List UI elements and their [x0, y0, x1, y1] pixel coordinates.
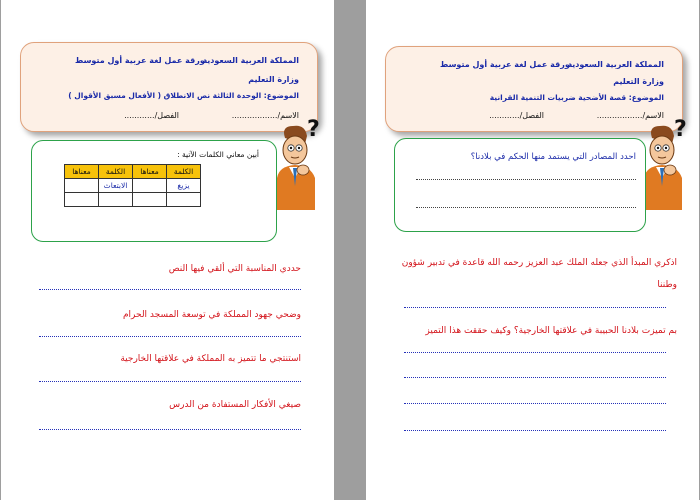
- class-field[interactable]: [124, 111, 179, 120]
- question-mark-icon: ?: [674, 118, 687, 142]
- vocab-answer-cell[interactable]: [65, 193, 99, 207]
- vocab-table: [64, 164, 201, 207]
- answer-line[interactable]: [39, 336, 301, 337]
- topic-label: الموضوع: الوحدة الثالثة نص الانطلاق ( الأفعال مسبق الأقوال ): [68, 91, 299, 100]
- answer-line[interactable]: [404, 307, 666, 308]
- class-dots: ............: [124, 111, 155, 120]
- worksheet-page-right: [366, 0, 699, 500]
- answer-line[interactable]: [416, 207, 636, 208]
- box-question: احدد المصادر التي يستمد منها الحكم في بلادنا؟: [470, 152, 636, 162]
- question-text: اذكري المبدأ الذي جعله الملك عبد العزيز رحمه الله قاعدة في تدبير شؤون: [401, 258, 677, 268]
- ministry-label: وزارة التعليم: [613, 77, 664, 86]
- vocab-prompt: أبين معاني الكلمات الآتية :: [177, 150, 259, 159]
- vocab-answer-cell[interactable]: [133, 179, 167, 193]
- vocab-answer-cell[interactable]: [133, 193, 167, 207]
- question-mark-icon: ?: [307, 118, 320, 142]
- answer-line[interactable]: [404, 377, 666, 378]
- vocab-header-row: [65, 165, 201, 179]
- vocab-header: الكلمة: [167, 165, 201, 179]
- answer-line[interactable]: [404, 403, 666, 404]
- question-text: وضحي جهود المملكة في توسعة المسجد الحرام: [122, 310, 301, 320]
- vocab-header: الكلمة: [99, 165, 133, 179]
- vocab-row: [65, 179, 201, 193]
- page-gutter: [345, 0, 355, 500]
- question-text: استنتجي ما تتميز به المملكة في علاقتها الخارجية: [120, 354, 301, 364]
- question-text: بم تميزت بلادنا الحبيبة في علاقتها الخارجية؟ وكيف حققت هذا التميز: [425, 326, 677, 336]
- kingdom-label: المملكة العربية السعودية: [202, 56, 299, 65]
- answer-line[interactable]: [39, 289, 301, 290]
- question-text: صيغي الأفكار المستفادة من الدرس: [169, 400, 301, 410]
- question-text-continued: وطننا: [657, 280, 677, 290]
- vocab-header: معناها: [65, 165, 99, 179]
- ministry-label: وزارة التعليم: [248, 75, 299, 84]
- vocab-cell: يزيغ: [167, 179, 201, 193]
- class-field[interactable]: [489, 111, 544, 120]
- answer-line[interactable]: [404, 352, 666, 353]
- question-text: حددي المناسبة التي ألقي فيها النص: [168, 264, 301, 274]
- class-dots: ............: [489, 111, 520, 120]
- name-label: الاسم/: [277, 111, 299, 120]
- worksheet-title: ورقة عمل لغة عربية أول متوسط: [75, 56, 205, 65]
- name-label: الاسم/: [642, 111, 664, 120]
- vocab-cell[interactable]: [99, 193, 133, 207]
- thinking-person-icon: [271, 118, 327, 210]
- vocab-cell[interactable]: [167, 193, 201, 207]
- class-label: الفصل/: [154, 111, 179, 120]
- worksheet-page-left: [1, 0, 334, 500]
- name-dots: ..................: [596, 111, 643, 120]
- class-label: الفصل/: [519, 111, 544, 120]
- kingdom-label: المملكة العربية السعودية: [567, 60, 664, 69]
- vocab-row: [65, 193, 201, 207]
- worksheet-title: ورقة عمل لغة عربية أول متوسط: [440, 60, 570, 69]
- thinking-person-icon: [638, 118, 694, 210]
- answer-line[interactable]: [416, 179, 636, 180]
- answer-line[interactable]: [404, 430, 666, 431]
- name-dots: ..................: [231, 111, 278, 120]
- answer-line[interactable]: [39, 429, 301, 430]
- topic-label: الموضوع: قصة الأضحية ضربيات التنمية القرانية: [489, 93, 664, 102]
- vocab-header: معناها: [133, 165, 167, 179]
- vocab-cell: الابتعاث: [99, 179, 133, 193]
- vocab-answer-cell[interactable]: [65, 179, 99, 193]
- answer-line[interactable]: [39, 381, 301, 382]
